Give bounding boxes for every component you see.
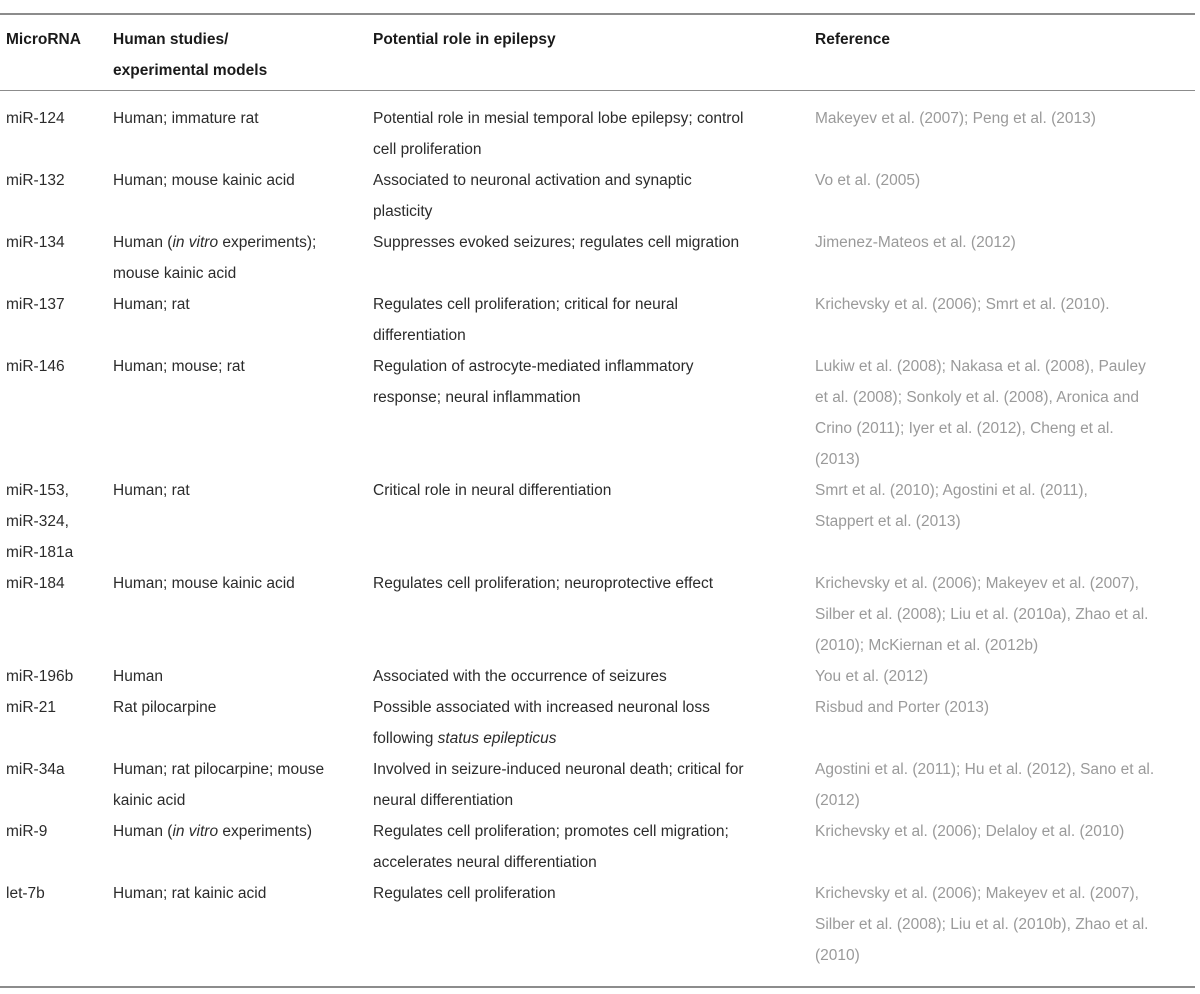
cell-studies-line — [113, 258, 316, 289]
cell-role-line — [373, 661, 667, 692]
cell-reference-line: Crino (2011); Iyer et al. (2012), Cheng et al. — [815, 420, 1114, 437]
cell-microrna — [6, 568, 65, 599]
text-segment: plasticity — [373, 203, 433, 220]
text-segment: response; neural inflammation — [373, 389, 581, 406]
cell-role — [373, 568, 713, 599]
header-microrna: MicroRNA — [6, 31, 81, 48]
cell-role — [373, 103, 743, 165]
cell-role-line — [373, 568, 713, 599]
text-segment: Human; mouse kainic acid — [113, 575, 295, 592]
text-segment: neural differentiation — [373, 792, 514, 809]
header-reference: Reference — [815, 31, 890, 48]
cell-role-line — [373, 816, 729, 847]
cell-role-line — [373, 847, 729, 878]
text-segment: Human; rat — [113, 482, 190, 499]
cell-role-line — [373, 103, 743, 134]
cell-reference — [815, 878, 1148, 971]
cell-microrna — [6, 661, 73, 692]
cell-role — [373, 878, 556, 909]
cell-reference — [815, 227, 1016, 258]
cell-reference-line: Risbud and Porter (2013) — [815, 699, 990, 716]
cell-microrna — [6, 165, 65, 196]
text-segment: Critical role in neural differentiation — [373, 482, 612, 499]
cell-reference — [815, 165, 920, 196]
text-segment: Human; rat pilocarpine; mouse — [113, 761, 325, 778]
text-segment: Regulates cell proliferation; promotes cell migration; — [373, 823, 729, 840]
cell-studies — [113, 103, 259, 134]
cell-role-line — [373, 754, 744, 785]
cell-reference-line: (2010) — [815, 947, 860, 964]
cell-microrna-line: miR-9 — [6, 823, 48, 840]
text-segment: Suppresses evoked seizures; regulates cell migration — [373, 234, 740, 251]
cell-studies-line — [113, 165, 295, 196]
cell-reference — [815, 351, 1146, 475]
text-segment: Regulates cell proliferation — [373, 885, 556, 902]
cell-reference-line: (2012) — [815, 792, 860, 809]
cell-studies — [113, 692, 216, 723]
cell-role-line — [373, 165, 692, 196]
cell-role — [373, 754, 744, 816]
text-segment: mouse kainic acid — [113, 265, 237, 282]
cell-studies — [113, 878, 266, 909]
cell-role — [373, 661, 667, 692]
cell-microrna-line: miR-124 — [6, 110, 65, 127]
text-segment: following — [373, 730, 438, 747]
italic-text: in vitro — [172, 234, 219, 251]
cell-reference-line: Krichevsky et al. (2006); Makeyev et al. (2007), — [815, 885, 1139, 902]
cell-reference — [815, 568, 1148, 661]
cell-microrna — [6, 289, 65, 320]
italic-text: in vitro — [172, 823, 219, 840]
cell-reference-line: Krichevsky et al. (2006); Smrt et al. (2010). — [815, 296, 1110, 313]
cell-studies-line — [113, 785, 324, 816]
cell-microrna — [6, 103, 65, 134]
cell-studies — [113, 568, 295, 599]
cell-studies-line — [113, 816, 312, 847]
cell-role-line — [373, 196, 692, 227]
cell-microrna — [6, 227, 65, 258]
cell-reference — [815, 475, 1088, 537]
text-segment: experiments) — [218, 823, 312, 840]
italic-text: status epilepticus — [437, 730, 557, 747]
cell-reference-line: You et al. (2012) — [815, 668, 929, 685]
cell-microrna-line: miR-184 — [6, 575, 65, 592]
cell-role-line — [373, 134, 743, 165]
cell-reference-line: Makeyev et al. (2007); Peng et al. (2013) — [815, 110, 1096, 127]
text-segment: Human ( — [113, 823, 173, 840]
header-role: Potential role in epilepsy — [373, 31, 556, 48]
cell-studies-line — [113, 351, 245, 382]
text-segment: Human; rat — [113, 296, 190, 313]
cell-studies — [113, 816, 312, 847]
cell-studies-line — [113, 475, 190, 506]
table-bottom-rule — [0, 986, 1195, 988]
cell-reference-line: Lukiw et al. (2008); Nakasa et al. (2008), Pauley — [815, 358, 1146, 375]
cell-studies — [113, 661, 163, 692]
cell-studies-line — [113, 692, 216, 723]
cell-studies — [113, 754, 324, 816]
cell-role — [373, 475, 611, 506]
cell-role-line — [373, 878, 556, 909]
text-segment: Human; immature rat — [113, 110, 259, 127]
cell-studies — [113, 351, 245, 382]
text-segment: Human — [113, 668, 163, 685]
cell-reference — [815, 661, 928, 692]
cell-microrna-line: let-7b — [6, 885, 45, 902]
text-segment: Rat pilocarpine — [113, 699, 217, 716]
cell-microrna — [6, 878, 45, 909]
cell-role — [373, 351, 693, 413]
cell-microrna — [6, 754, 65, 785]
text-segment: experiments); — [218, 234, 317, 251]
cell-reference-line: (2010); McKiernan et al. (2012b) — [815, 637, 1039, 654]
text-segment: Regulation of astrocyte-mediated inflammatory — [373, 358, 694, 375]
cell-microrna-line: miR-132 — [6, 172, 65, 189]
cell-microrna — [6, 351, 65, 382]
text-segment: Human; rat kainic acid — [113, 885, 267, 902]
cell-role — [373, 816, 729, 878]
cell-studies-line — [113, 103, 259, 134]
cell-reference — [815, 289, 1110, 320]
cell-microrna-line: miR-146 — [6, 358, 65, 375]
cell-microrna-line: miR-196b — [6, 668, 74, 685]
header-studies — [113, 24, 267, 86]
cell-reference-line: Jimenez-Mateos et al. (2012) — [815, 234, 1016, 251]
cell-reference-line: Krichevsky et al. (2006); Delaloy et al. (2010) — [815, 823, 1125, 840]
cell-studies — [113, 165, 295, 196]
text-segment: differentiation — [373, 327, 466, 344]
text-segment: Regulates cell proliferation; critical for neural — [373, 296, 678, 313]
cell-role — [373, 692, 710, 754]
cell-role-line — [373, 351, 693, 382]
cell-microrna-line: miR-181a — [6, 544, 74, 561]
cell-studies-line — [113, 289, 190, 320]
cell-microrna-line: miR-324, — [6, 513, 69, 530]
cell-microrna-line: miR-137 — [6, 296, 65, 313]
cell-microrna — [6, 816, 47, 847]
cell-role-line — [373, 289, 678, 320]
cell-reference-line: Stappert et al. (2013) — [815, 513, 961, 530]
cell-reference — [815, 816, 1124, 847]
cell-reference — [815, 103, 1096, 134]
header-rule — [0, 90, 1195, 91]
text-segment: accelerates neural differentiation — [373, 854, 597, 871]
cell-microrna-line: miR-21 — [6, 699, 56, 716]
cell-role — [373, 227, 739, 258]
cell-studies — [113, 289, 190, 320]
text-segment: Regulates cell proliferation; neuroprotective effect — [373, 575, 714, 592]
cell-reference-line: (2013) — [815, 451, 860, 468]
cell-studies-line — [113, 661, 163, 692]
text-segment: Associated to neuronal activation and synaptic — [373, 172, 692, 189]
text-segment: Potential role in mesial temporal lobe epilepsy; control — [373, 110, 744, 127]
cell-microrna — [6, 475, 73, 568]
table-top-rule — [0, 13, 1195, 15]
cell-role — [373, 289, 678, 351]
cell-studies-line — [113, 568, 295, 599]
text-segment: Associated with the occurrence of seizures — [373, 668, 667, 685]
cell-microrna-line: miR-34a — [6, 761, 65, 778]
cell-studies — [113, 475, 190, 506]
cell-studies-line — [113, 754, 324, 785]
cell-microrna-line: miR-134 — [6, 234, 65, 251]
cell-role-line — [373, 320, 678, 351]
cell-reference-line: et al. (2008); Sonkoly et al. (2008), Aronica and — [815, 389, 1139, 406]
text-segment: cell proliferation — [373, 141, 482, 158]
cell-studies — [113, 227, 316, 289]
text-segment: Possible associated with increased neuronal loss — [373, 699, 710, 716]
cell-reference-line: Smrt et al. (2010); Agostini et al. (2011), — [815, 482, 1088, 499]
cell-role-line — [373, 723, 710, 754]
header-studies-line1: Human studies/ — [113, 31, 229, 48]
cell-role-line — [373, 382, 693, 413]
cell-reference-line: Silber et al. (2008); Liu et al. (2010a), Zhao et al. — [815, 606, 1149, 623]
cell-role-line — [373, 785, 744, 816]
cell-studies-line — [113, 227, 316, 258]
cell-reference-line: Vo et al. (2005) — [815, 172, 921, 189]
cell-reference — [815, 754, 1154, 816]
cell-microrna — [6, 692, 56, 723]
cell-reference-line: Silber et al. (2008); Liu et al. (2010b), Zhao et al. — [815, 916, 1149, 933]
text-segment: Human; mouse; rat — [113, 358, 245, 375]
header-studies-line2: experimental models — [113, 62, 268, 79]
cell-role — [373, 165, 692, 227]
cell-role-line — [373, 692, 710, 723]
cell-role-line — [373, 227, 739, 258]
cell-microrna-line: miR-153, — [6, 482, 69, 499]
text-segment: Involved in seizure-induced neuronal death; critical for — [373, 761, 744, 778]
text-segment: Human; mouse kainic acid — [113, 172, 295, 189]
cell-reference-line: Agostini et al. (2011); Hu et al. (2012), Sano et al. — [815, 761, 1155, 778]
cell-studies-line — [113, 878, 266, 909]
text-segment: kainic acid — [113, 792, 186, 809]
text-segment: Human ( — [113, 234, 173, 251]
cell-reference-line: Krichevsky et al. (2006); Makeyev et al. (2007), — [815, 575, 1139, 592]
cell-reference — [815, 692, 989, 723]
cell-role-line — [373, 475, 611, 506]
